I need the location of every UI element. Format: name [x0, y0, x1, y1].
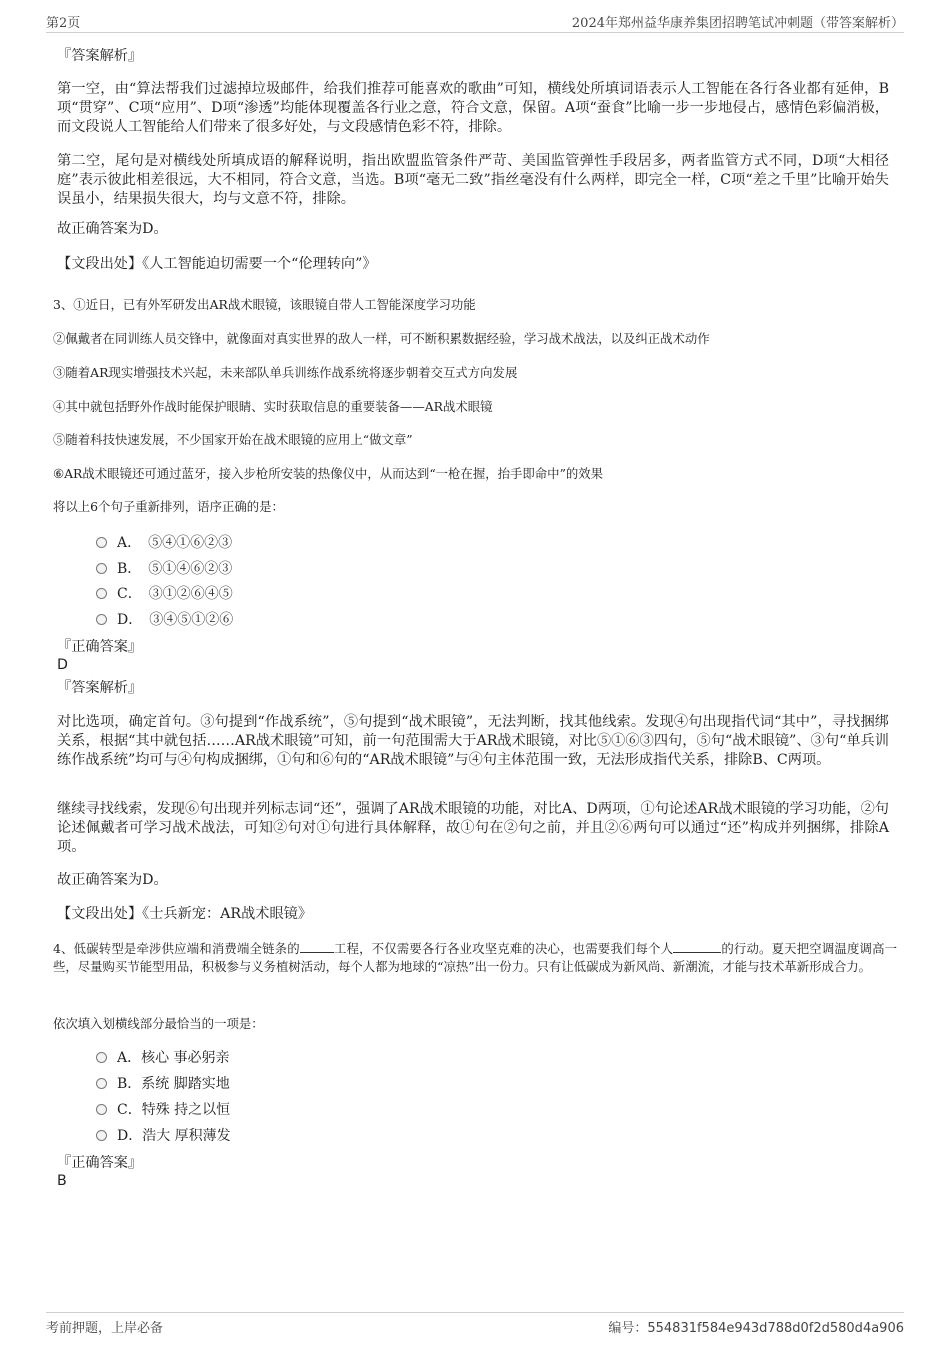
q4-number: 4、 — [53, 941, 74, 956]
q4-option-b[interactable]: B．系统 脚踏实地 — [96, 1075, 230, 1093]
page-number: 第2页 — [46, 16, 81, 31]
page-footer — [46, 1312, 904, 1335]
q3-sentence-1: 3、①近日，已有外军研发出AR战术眼镜，该眼镜自带人工智能深度学习功能 — [53, 297, 476, 312]
q3-sentence-6: ⑥AR战术眼镜还可通过蓝牙，接入步枪所安装的热像仪中，从而达到“一枪在握，抬手即命中”的效果 — [53, 466, 604, 481]
radio-icon[interactable] — [96, 1130, 107, 1141]
q2-conclusion: 故正确答案为D。 — [57, 221, 168, 237]
q3-option-d[interactable]: D． ③④⑤①②⑥ — [96, 611, 233, 629]
q3-sentence-3: ③随着AR现实增强技术兴起，未来部队单兵训练作战系统将逐步朝着交互式方向发展 — [53, 365, 518, 380]
q3-analysis-label: 『答案解析』 — [57, 680, 143, 696]
q3-answer-label: 『正确答案』 — [57, 639, 143, 655]
footer-slogan: 考前押题，上岸必备 — [46, 1321, 164, 1336]
q2-analysis-label: 『答案解析』 — [57, 48, 143, 64]
q3-sentence-5: ⑤随着科技快速发展，不少国家开始在战术眼镜的应用上“做文章” — [53, 432, 413, 447]
q2-source: 【文段出处】《人工智能迫切需要一个“伦理转向”》 — [57, 256, 377, 272]
q4-prompt: 依次填入划横线部分最恰当的一项是： — [53, 1016, 264, 1031]
q3-number: 3、 — [53, 297, 74, 312]
q4-option-d[interactable]: D．浩大 厚积薄发 — [96, 1127, 231, 1145]
q3-prompt: 将以上6个句子重新排列，语序正确的是： — [53, 499, 284, 514]
blank-1 — [300, 940, 334, 953]
q4-option-a[interactable]: A．核心 事必躬亲 — [96, 1049, 230, 1067]
radio-icon[interactable] — [96, 537, 107, 548]
q3-analysis-paragraph-2: 继续寻找线索，发现⑥句出现并列标志词“还”，强调了AR战术眼镜的功能，对比A、D两项，①句论述AR战术眼镜的学习功能，②句论述佩戴者可学习战术战法，可知②句对①句进行具体解释，故①句在②句之前，并且②⑥两句可以通过“还”构成并列捆绑，排除A项。 — [57, 801, 889, 855]
q3-source: 【文段出处】《士兵新宠：AR战术眼镜》 — [57, 906, 313, 922]
q4-stem: 4、低碳转型是牵涉供应端和消费端全链条的 工程，不仅需要各行各业攻坚克难的决心，也需要我们每个人 的行动。夏天把空调温度调高一些，尽量购买节能型用品，积极参与义务植树活动，每个人都为地球的“凉热”出一份力。只有让低碳成为新风尚、新潮流，才能与技术革新形成合力。 — [53, 941, 898, 974]
q3-option-c[interactable]: C． ③①②⑥④⑤ — [96, 585, 233, 603]
q3-conclusion: 故正确答案为D。 — [57, 872, 168, 888]
q3-option-b[interactable]: B． ⑤①④⑥②③ — [96, 560, 232, 578]
q2-analysis-paragraph-1: 第一空，由“算法帮我们过滤掉垃圾邮件，给我们推荐可能喜欢的歌曲”可知，横线处所填词语表示人工智能在各行各业都有延伸，B项“贯穿”、C项“应用”、D项“渗透”均能体现覆盖各行业之意，符合文意，保留。A项“蚕食”比喻一步一步地侵占，感情色彩偏消极，而文段说人工智能给人们带来了很多好处，与文段感情色彩不符，排除。 — [57, 81, 889, 135]
document-code: 编号：554831f584e943d788d0f2d580d4a906 — [608, 1321, 904, 1336]
q2-analysis-paragraph-2: 第二空，尾句是对横线处所填成语的解释说明，指出欧盟监管条件严苛、美国监管弹性手段居多，两者监管方式不同，D项“大相径庭”表示彼此相差很远，大不相同，符合文意，当选。B项“毫无二致”指丝毫没有什么两样，即完全一样，C项“差之千里”比喻开始失误虽小，结果损失很大，均与文意不符，排除。 — [57, 153, 889, 207]
radio-icon[interactable] — [96, 1052, 107, 1063]
document-title: 2024年郑州益华康养集团招聘笔试冲刺题（带答案解析） — [571, 16, 904, 31]
q4-option-c[interactable]: C．特殊 持之以恒 — [96, 1101, 230, 1119]
radio-icon[interactable] — [96, 1104, 107, 1115]
q3-sentence-2: ②佩戴者在同训练人员交锋中，就像面对真实世界的敌人一样，可不断积累数据经验，学习战术战法，以及纠正战术动作 — [53, 331, 710, 346]
radio-icon[interactable] — [96, 563, 107, 574]
q3-analysis-paragraph-1: 对比选项，确定首句。③句提到“作战系统”，⑤句提到“战术眼镜”，无法判断，找其他线索。发现④句出现指代词“其中”，寻找捆绑关系，根据“其中就包括……AR战术眼镜”可知，前一句范围需大于AR战术眼镜，对比⑤①⑥③四句，⑤句“战术眼镜”、③句“单兵训练作战系统”均可与④句构成捆绑，①句和⑥句的“AR战术眼镜”与④句主体范围一致，无法形成指代关系，排除B、C两项。 — [57, 714, 889, 768]
radio-icon[interactable] — [96, 1078, 107, 1089]
q3-sentence-4: ④其中就包括野外作战时能保护眼睛、实时获取信息的重要装备——AR战术眼镜 — [53, 399, 493, 414]
radio-icon[interactable] — [96, 614, 107, 625]
radio-icon[interactable] — [96, 588, 107, 599]
q3-answer: D — [57, 657, 68, 673]
q4-answer: B — [57, 1173, 67, 1189]
page-header — [46, 12, 904, 33]
q3-option-a[interactable]: A． ⑤④①⑥②③ — [96, 534, 232, 552]
q4-answer-label: 『正确答案』 — [57, 1155, 143, 1171]
blank-2 — [673, 940, 721, 953]
